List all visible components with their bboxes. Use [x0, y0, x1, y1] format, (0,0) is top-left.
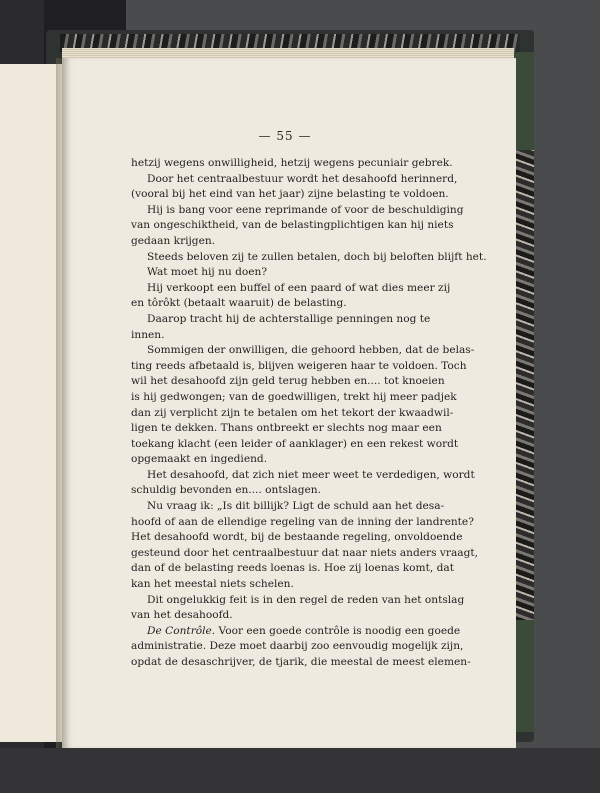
text-line: Wat moet hij nu doen? [147, 266, 268, 279]
text-line: (vooral bij het eind van het jaar) zijne belasting te voldoen. [131, 188, 449, 201]
text-line: is hij gedwongen; van de goedwilligen, trekt hij meer padjek [131, 390, 457, 403]
background-bottom [0, 748, 600, 793]
text-line [131, 624, 461, 640]
text-line: administratie. Deze moet daarbij zoo eenvoudig mogelijk zijn, [131, 640, 464, 653]
text-line: van het desahoofd. [131, 609, 233, 622]
left-page [0, 64, 63, 742]
section-heading: De Contrôle. [147, 624, 216, 637]
text-line: Dit ongelukkig feit is in den regel de reden van het ontslag [147, 593, 465, 606]
text-line: dan zij verplicht zijn te betalen om het tekort der kwaadwil- [131, 406, 454, 419]
text-line: gedaan krijgen. [131, 234, 216, 247]
text-line: gesteund door het centraalbestuur dat naar niets anders vraagt, [131, 546, 478, 559]
text-line: opgemaakt en ingediend. [131, 453, 268, 466]
text-line: innen. [131, 328, 165, 341]
page-number: — 55 — [258, 129, 312, 143]
text-line: hetzij wegens onwilligheid, hetzij wegens pecuniair gebrek. [131, 157, 453, 169]
text-line: Hij verkoopt een buffel of een paard of wat dies meer zij [147, 281, 451, 294]
text-line: schuldig bevonden en.... ontslagen. [131, 484, 321, 497]
text-line: opdat de desaschrijver, de tjarik, die meestal de meest elemen- [131, 656, 471, 668]
gutter-shadow [56, 58, 70, 748]
text-line: Het desahoofd wordt, bij de bestaande regeling, onvoldoende [131, 531, 463, 544]
text-line: Hij is bang voor eene reprimande of voor de beschuldiging [147, 203, 464, 216]
body-text [131, 156, 487, 671]
text-line: hoofd of aan de ellendige regeling van de inning der landrente? [131, 515, 474, 528]
text-line: Door het centraalbestuur wordt het desahoofd herinnerd, [147, 172, 458, 185]
text-line: Nu vraag ik: „Is dit billijk? Ligt de schuld aan het desa- [147, 500, 445, 513]
text-line: en tôrôkt (betaalt waaruit) de belasting. [131, 297, 347, 310]
text-line: Sommigen der onwilligen, die gehoord hebben, dat de belas- [147, 344, 475, 357]
text-line: wil het desahoofd zijn geld terug hebben en.... tot knoeien [131, 375, 445, 388]
text-line: Het desahoofd, dat zich niet meer weet te verdedigen, wordt [147, 468, 475, 481]
text-line: ting reeds afbetaald is, blijven weigeren haar te voldoen. Toch [131, 359, 467, 372]
text-line: kan het meestal niets schelen. [131, 578, 294, 591]
text-line: van ongeschiktheid, van de belastingplichtigen kan hij niets [131, 219, 454, 232]
text-line: toekang klacht (een leider of aanklager) en een rekest wordt [131, 437, 459, 450]
text-line-rest: Voor een goede contrôle is noodig een goede [215, 624, 461, 637]
text-line: Steeds beloven zij te zullen betalen, doch bij beloften blijft het. [147, 250, 487, 263]
text-line: ligen te dekken. Thans ontbreekt er slechts nog maar een [131, 422, 442, 435]
text-line: Daarop tracht hij de achterstallige penningen nog te [147, 312, 431, 325]
text-line: dan of de belasting reeds loenas is. Hoe zij loenas komt, dat [131, 562, 454, 575]
